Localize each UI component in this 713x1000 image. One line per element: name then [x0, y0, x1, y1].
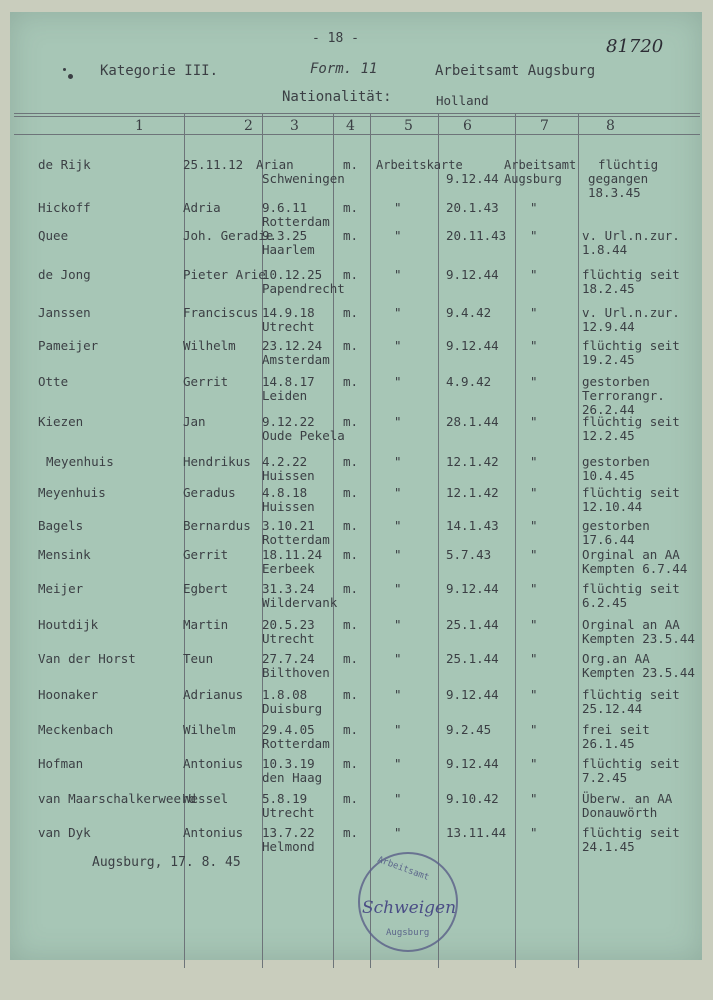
- cell-born: 9.3.25: [262, 228, 308, 243]
- cell-place: den Haag: [262, 770, 323, 785]
- table-top-rule: [14, 113, 700, 114]
- cell-remark2: 1.8.44: [582, 242, 628, 257]
- cell-c5: ": [394, 651, 402, 666]
- column-number: 6: [463, 118, 472, 134]
- column-rule: [438, 113, 439, 968]
- footer-date-place: Augsburg, 17. 8. 45: [92, 855, 241, 870]
- cell-born: 13.7.22: [262, 825, 315, 840]
- cell-c7: ": [530, 825, 538, 840]
- cell-c5: ": [394, 756, 402, 771]
- cell-given2: Arian: [256, 157, 294, 172]
- cell-given: Franciscus: [183, 305, 259, 320]
- cell-sex: m.: [343, 722, 359, 737]
- cell-c5: ": [394, 617, 402, 632]
- cell-sex: m.: [343, 825, 359, 840]
- cell-given: Geradus: [183, 485, 236, 500]
- cell-given: Egbert: [183, 581, 229, 596]
- cell-born: 10.3.19: [262, 756, 315, 771]
- office-label: Arbeitsamt Augsburg: [435, 63, 596, 79]
- cell-born: 1.8.08: [262, 687, 308, 702]
- stamp-text-top: Arbeitsamt: [375, 855, 431, 883]
- cell-surname: Janssen: [38, 305, 91, 320]
- cell-place: Utrecht: [262, 631, 315, 646]
- cell-given: Teun: [183, 651, 214, 666]
- cell-surname: Mensink: [38, 547, 91, 562]
- reference-number: 81720: [606, 36, 664, 57]
- cell-date: 12.1.42: [446, 454, 499, 469]
- cell-born: 14.9.18: [262, 305, 315, 320]
- cell-surname: Hoonaker: [38, 687, 99, 702]
- cell-remark2: 12.9.44: [582, 319, 635, 334]
- cell-remark3: 18.3.45: [588, 185, 641, 200]
- cell-sex: m.: [343, 374, 359, 389]
- cell-sex: m.: [343, 305, 359, 320]
- cell-remark1: Überw. an AA: [582, 791, 673, 806]
- cell-date: 9.4.42: [446, 305, 492, 320]
- cell-c7: ": [530, 651, 538, 666]
- cell-date: 12.1.42: [446, 485, 499, 500]
- cell-given: Jan: [183, 414, 206, 429]
- cell-date: 9.12.44: [446, 756, 499, 771]
- cell-c7: ": [530, 518, 538, 533]
- cell-c7: Arbeitsamt Augsburg: [504, 158, 577, 186]
- cell-remark1: flüchtig seit: [582, 756, 680, 771]
- stamp-text-bottom: Augsburg: [386, 928, 430, 938]
- cell-remark1: gestorben: [582, 374, 650, 389]
- column-rule: [515, 113, 516, 968]
- cell-c5: ": [394, 454, 402, 469]
- cell-remark1: flüchtig seit: [582, 414, 680, 429]
- cell-date: 9.12.44: [446, 581, 499, 596]
- cell-c7: ": [530, 200, 538, 215]
- cell-remark1: frei seit: [582, 722, 650, 737]
- cell-surname: de Rijk: [38, 157, 91, 172]
- cell-remark1: flüchtig seit: [582, 338, 680, 353]
- cell-given: Wilhelm: [183, 722, 236, 737]
- cell-born: 31.3.24: [262, 581, 315, 596]
- column-number: 5: [404, 118, 413, 134]
- cell-c5: ": [394, 374, 402, 389]
- cell-c7: ": [530, 791, 538, 806]
- cell-c5: ": [394, 825, 402, 840]
- cell-born: 27.7.24: [262, 651, 315, 666]
- cell-surname: Houtdijk: [38, 617, 99, 632]
- cell-born: 9.6.11: [262, 200, 308, 215]
- cell-c7: ": [530, 305, 538, 320]
- cell-surname: Otte: [38, 374, 69, 389]
- cell-place: Amsterdam: [262, 352, 330, 367]
- cell-remark1: v. Url.n.zur.: [582, 305, 680, 320]
- cell-born: 5.8.19: [262, 791, 308, 806]
- cell-born: 20.5.23: [262, 617, 315, 632]
- cell-remark1: Orginal an AA: [582, 617, 680, 632]
- cell-c7: ": [530, 617, 538, 632]
- cell-c5: ": [394, 722, 402, 737]
- cell-remark2: 12.2.45: [582, 428, 635, 443]
- cell-born: 29.4.05: [262, 722, 315, 737]
- cell-born: 25.11.12: [183, 157, 244, 172]
- cell-surname: Van der Horst: [38, 651, 136, 666]
- category-label: Kategorie III.: [100, 63, 219, 79]
- cell-c5: ": [394, 518, 402, 533]
- cell-sex: m.: [343, 581, 359, 596]
- cell-remark2: 12.10.44: [582, 499, 643, 514]
- cell-sex: m.: [343, 485, 359, 500]
- cell-sex: m.: [343, 338, 359, 353]
- cell-c7: ": [530, 722, 538, 737]
- cell-place: Utrecht: [262, 319, 315, 334]
- cell-remark2: Terrorangr.: [582, 388, 665, 403]
- cell-remark2: 26.1.45: [582, 736, 635, 751]
- cell-given: Hendrikus: [183, 454, 251, 469]
- cell-given: Bernardus: [183, 518, 251, 533]
- column-rule: [370, 113, 371, 968]
- cell-born: 23.12.24: [262, 338, 323, 353]
- cell-c7: ": [530, 267, 538, 282]
- cell-place: Papendrecht: [262, 281, 345, 296]
- signature: Schweigen: [362, 898, 457, 918]
- cell-place: Schweningen: [262, 171, 345, 186]
- cell-c5: ": [394, 687, 402, 702]
- cell-remark1: v. Url.n.zur.: [582, 228, 680, 243]
- cell-date: 20.1.43: [446, 200, 499, 215]
- cell-sex: m.: [343, 454, 359, 469]
- cell-c5: ": [394, 267, 402, 282]
- cell-given: Gerrit: [183, 374, 229, 389]
- cell-remark2: 17.6.44: [582, 532, 635, 547]
- cell-c7: ": [530, 687, 538, 702]
- cell-place: Rotterdam: [262, 532, 330, 547]
- cell-sex: m.: [343, 414, 359, 429]
- cell-remark2: Donauwörth: [582, 805, 658, 820]
- cell-place: Duisburg: [262, 701, 323, 716]
- column-number: 8: [606, 118, 615, 134]
- nationality-label: Nationalität:: [282, 89, 392, 105]
- cell-born: 10.12.25: [262, 267, 323, 282]
- form-label: Form. 11: [310, 61, 378, 77]
- cell-c5: ": [394, 581, 402, 596]
- punch-mark: [68, 74, 73, 79]
- cell-c7: ": [530, 338, 538, 353]
- cell-place: Rotterdam: [262, 214, 330, 229]
- cell-sex: m.: [343, 228, 359, 243]
- cell-surname: Hofman: [38, 756, 84, 771]
- cell-surname: Meijer: [38, 581, 84, 596]
- header-rule: [14, 134, 700, 135]
- cell-remark1: Orginal an AA: [582, 547, 680, 562]
- cell-remark2: 25.12.44: [582, 701, 643, 716]
- cell-surname: de Jong: [38, 267, 91, 282]
- page-number: - 18 -: [312, 31, 359, 46]
- cell-given: Martin: [183, 617, 229, 632]
- cell-date: 9.2.45: [446, 722, 492, 737]
- cell-place: Haarlem: [262, 242, 315, 257]
- cell-given: Adria: [183, 200, 221, 215]
- cell-sex: m.: [343, 518, 359, 533]
- cell-given: Wessel: [183, 791, 229, 806]
- cell-surname: Meyenhuis: [38, 485, 106, 500]
- cell-date: 9.12.44: [446, 171, 499, 186]
- cell-c5: ": [394, 791, 402, 806]
- cell-place: Leiden: [262, 388, 308, 403]
- cell-remark3: 26.2.44: [582, 402, 635, 417]
- cell-c7: ": [530, 454, 538, 469]
- cell-remark2: 19.2.45: [582, 352, 635, 367]
- cell-date: 4.9.42: [446, 374, 492, 389]
- cell-surname: Pameijer: [38, 338, 99, 353]
- cell-born: 14.8.17: [262, 374, 315, 389]
- cell-born: 4.8.18: [262, 485, 308, 500]
- cell-remark2: 10.4.45: [582, 468, 635, 483]
- column-rule: [333, 113, 334, 968]
- cell-remark1: gestorben: [582, 518, 650, 533]
- column-number: 1: [135, 118, 144, 134]
- cell-c5: ": [394, 305, 402, 320]
- cell-surname: Meyenhuis: [46, 454, 114, 469]
- cell-remark2: Kempten 23.5.44: [582, 631, 695, 646]
- cell-remark2: Kempten 6.7.44: [582, 561, 688, 576]
- cell-surname: van Dyk: [38, 825, 91, 840]
- column-number: 4: [346, 118, 355, 134]
- cell-born: 4.2.22: [262, 454, 308, 469]
- cell-remark1: flüchtig seit: [582, 267, 680, 282]
- cell-born: 3.10.21: [262, 518, 315, 533]
- cell-place: Bilthoven: [262, 665, 330, 680]
- column-rule: [578, 113, 579, 968]
- cell-remark2: 7.2.45: [582, 770, 628, 785]
- cell-sex: m.: [343, 756, 359, 771]
- cell-date: 14.1.43: [446, 518, 499, 533]
- cell-surname: Hickoff: [38, 200, 91, 215]
- cell-remark2: gegangen: [588, 171, 649, 186]
- cell-c7: ": [530, 485, 538, 500]
- cell-place: Eerbeek: [262, 561, 315, 576]
- cell-remark1: flüchtig seit: [582, 825, 680, 840]
- cell-c7: ": [530, 228, 538, 243]
- column-number: 7: [540, 118, 549, 134]
- cell-place: Utrecht: [262, 805, 315, 820]
- cell-sex: m.: [343, 157, 359, 172]
- cell-sex: m.: [343, 547, 359, 562]
- cell-c5: ": [394, 200, 402, 215]
- cell-date: 9.12.44: [446, 687, 499, 702]
- cell-remark1: flüchtig seit: [582, 581, 680, 596]
- cell-surname: Meckenbach: [38, 722, 114, 737]
- cell-remark2: Kempten 23.5.44: [582, 665, 695, 680]
- cell-c5: ": [394, 485, 402, 500]
- nationality-value: Holland: [436, 93, 489, 108]
- cell-date: 25.1.44: [446, 651, 499, 666]
- cell-date: 9.12.44: [446, 267, 499, 282]
- cell-date: 25.1.44: [446, 617, 499, 632]
- cell-c5: ": [394, 414, 402, 429]
- cell-place: Oude Pekela: [262, 428, 345, 443]
- punch-mark: [63, 68, 66, 71]
- cell-surname: Bagels: [38, 518, 84, 533]
- cell-born: 9.12.22: [262, 414, 315, 429]
- cell-c5: ": [394, 547, 402, 562]
- cell-given: Wilhelm: [183, 338, 236, 353]
- cell-sex: m.: [343, 200, 359, 215]
- cell-c5: Arbeitskarte: [376, 158, 463, 172]
- cell-surname: van Maarschalkerweerd: [38, 791, 197, 806]
- cell-c7: ": [530, 414, 538, 429]
- cell-given: Antonius: [183, 825, 244, 840]
- cell-given: Pieter Arie: [183, 267, 266, 282]
- column-number: 2: [244, 118, 253, 134]
- cell-sex: m.: [343, 267, 359, 282]
- cell-given: Joh. Geradie: [183, 228, 274, 243]
- cell-given: Antonius: [183, 756, 244, 771]
- cell-date: 28.1.44: [446, 414, 499, 429]
- cell-given: Adrianus: [183, 687, 244, 702]
- cell-c7: ": [530, 374, 538, 389]
- cell-c7: ": [530, 756, 538, 771]
- cell-c7: ": [530, 547, 538, 562]
- cell-date: 9.12.44: [446, 338, 499, 353]
- cell-remark2: 6.2.45: [582, 595, 628, 610]
- cell-remark1: flüchtig seit: [582, 687, 680, 702]
- cell-date: 20.11.43: [446, 228, 507, 243]
- cell-place: Rotterdam: [262, 736, 330, 751]
- cell-remark2: 18.2.45: [582, 281, 635, 296]
- cell-place: Wildervank: [262, 595, 338, 610]
- cell-date: 13.11.44: [446, 825, 507, 840]
- cell-sex: m.: [343, 687, 359, 702]
- cell-remark1: flüchtig: [598, 157, 659, 172]
- cell-sex: m.: [343, 617, 359, 632]
- cell-c5: ": [394, 228, 402, 243]
- cell-place: Huissen: [262, 499, 315, 514]
- cell-date: 9.10.42: [446, 791, 499, 806]
- cell-place: Huissen: [262, 468, 315, 483]
- table-top-rule: [14, 116, 700, 117]
- cell-remark2: 24.1.45: [582, 839, 635, 854]
- cell-remark1: Org.an AA: [582, 651, 650, 666]
- cell-born: 18.11.24: [262, 547, 323, 562]
- cell-c5: ": [394, 338, 402, 353]
- cell-surname: Kiezen: [38, 414, 84, 429]
- cell-c7: ": [530, 581, 538, 596]
- cell-place: Helmond: [262, 839, 315, 854]
- cell-sex: m.: [343, 651, 359, 666]
- cell-date: 5.7.43: [446, 547, 492, 562]
- cell-sex: m.: [343, 791, 359, 806]
- cell-remark1: flüchtig seit: [582, 485, 680, 500]
- cell-surname: Quee: [38, 228, 69, 243]
- column-number: 3: [290, 118, 299, 134]
- cell-given: Gerrit: [183, 547, 229, 562]
- cell-remark1: gestorben: [582, 454, 650, 469]
